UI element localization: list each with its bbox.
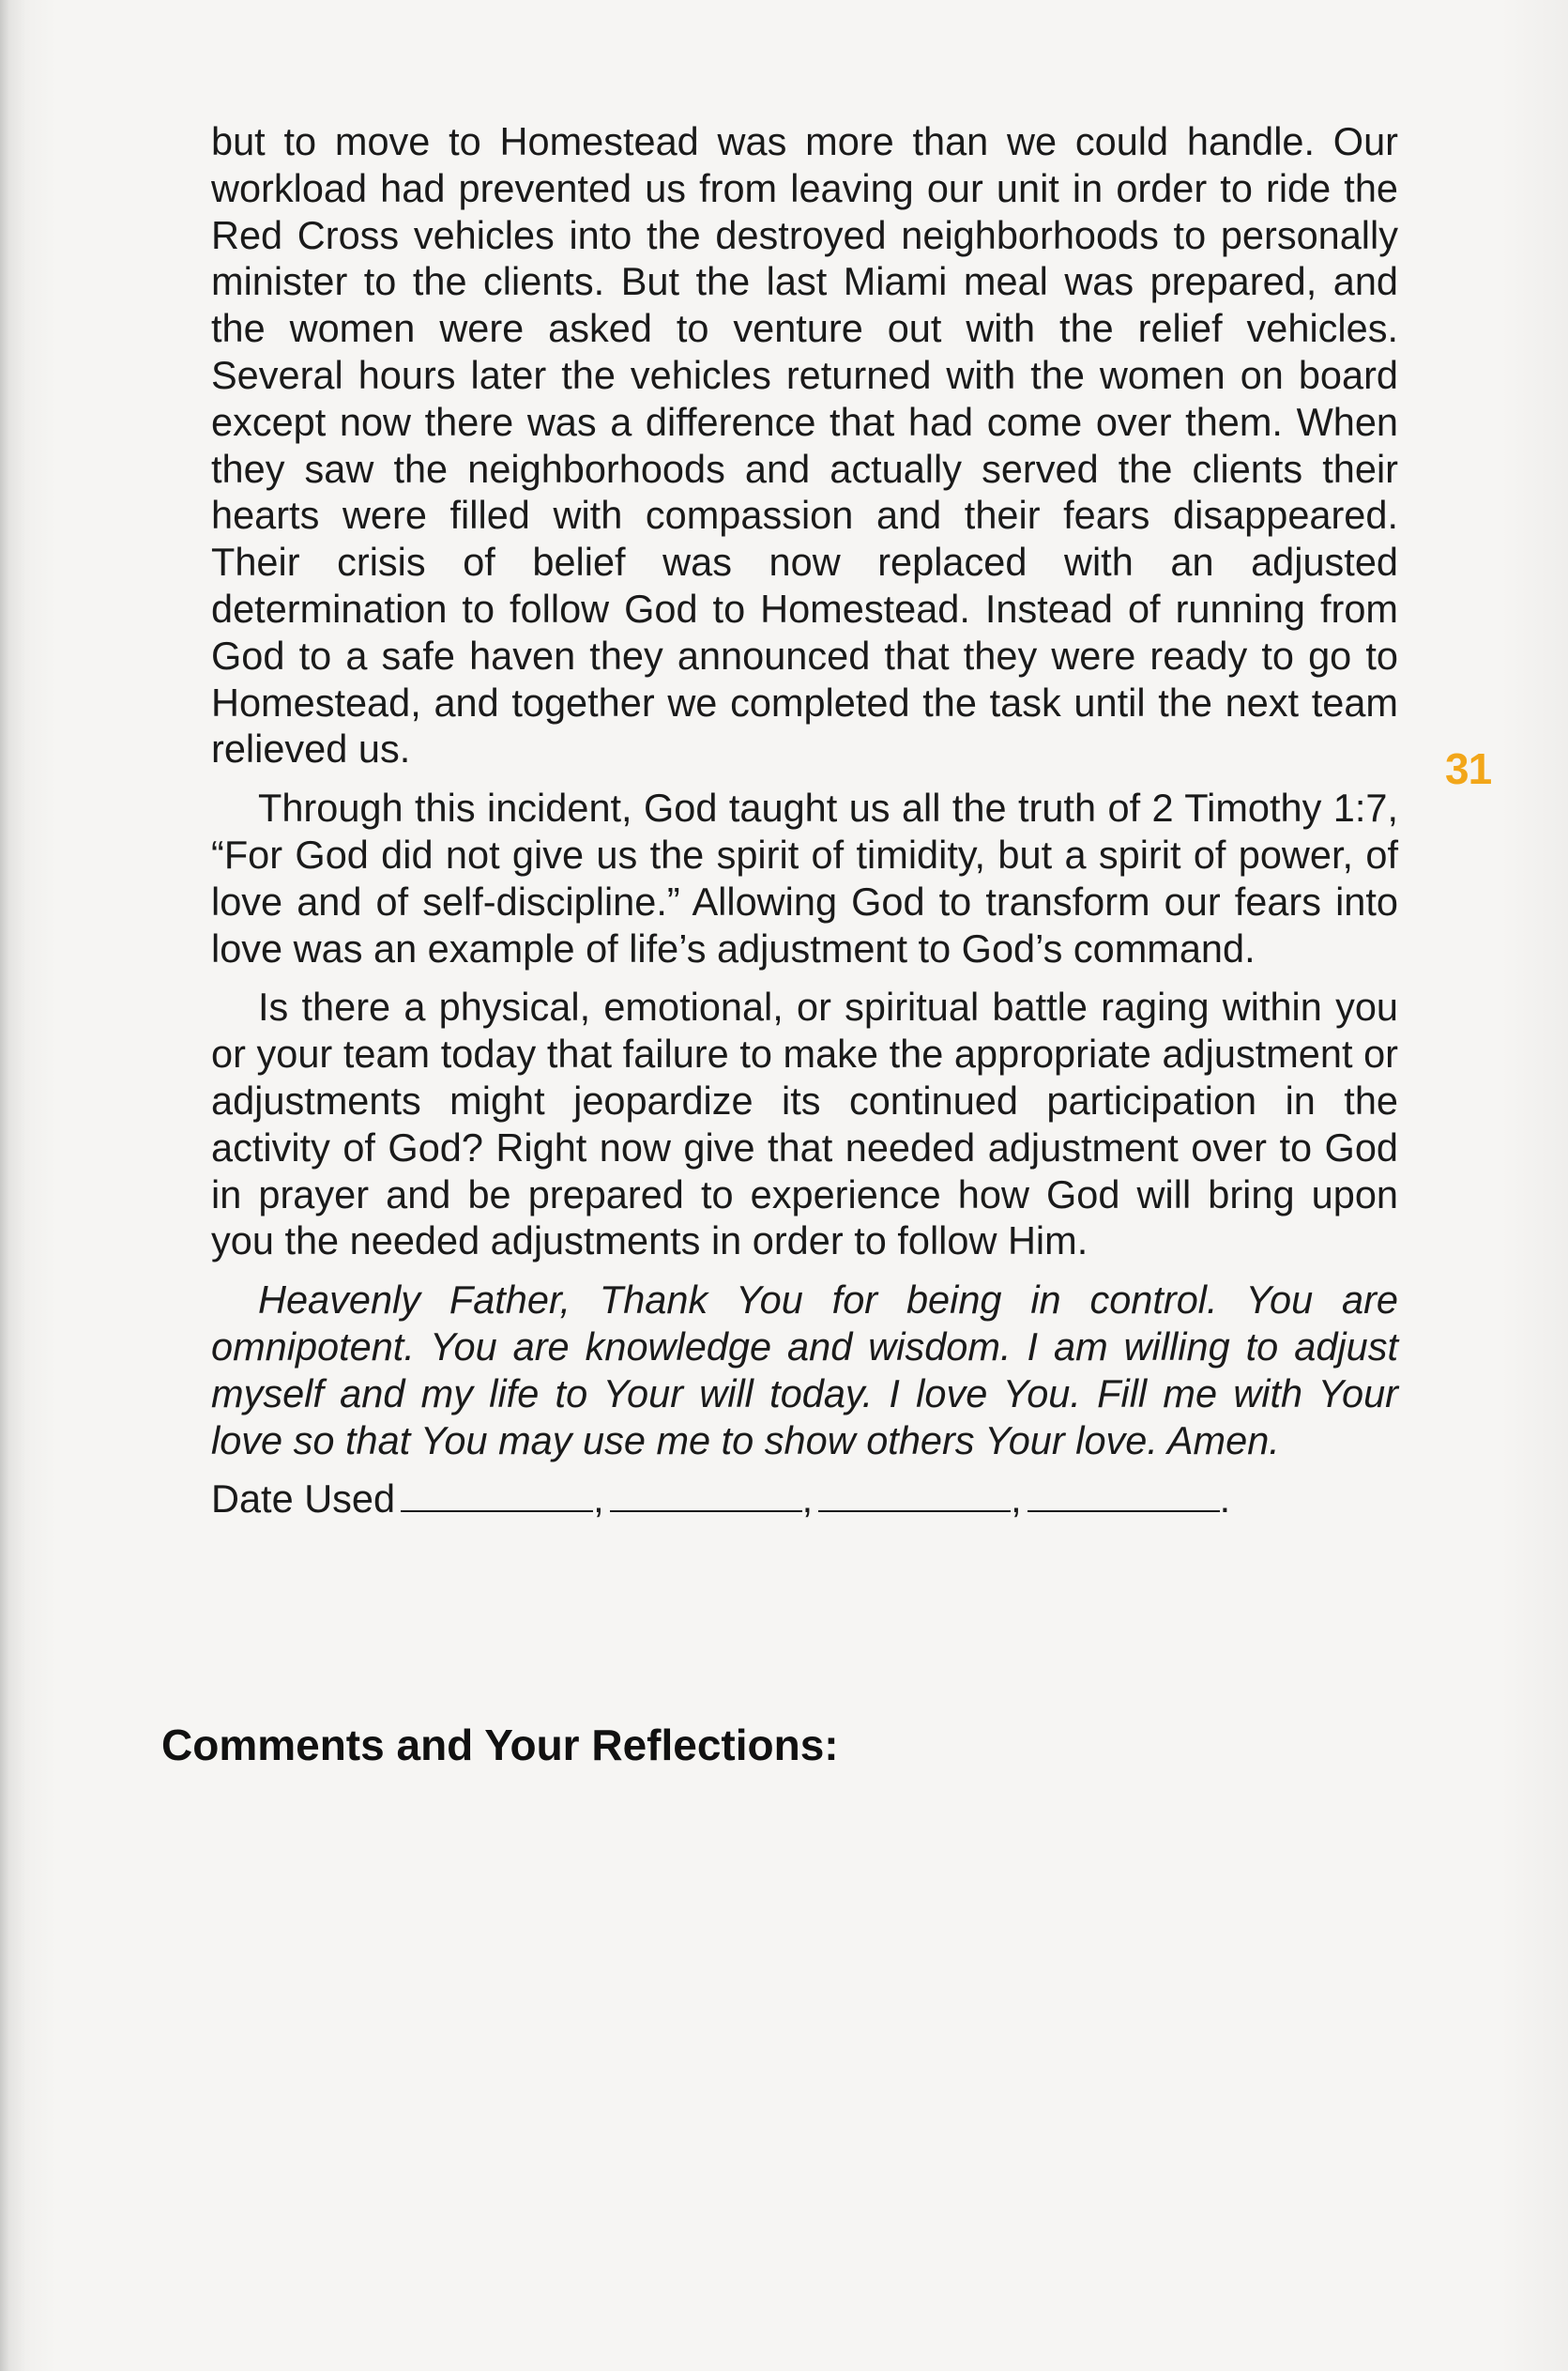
date-blank-1[interactable]: [401, 1478, 593, 1512]
paragraph-question: Is there a physical, emotional, or spiritual battle raging within you or your team today that failure to make the appropriate adjustment or adjustments might jeopardize its continued participation in the activity of God? Right now give that needed adjustment over to God in prayer and be prepared to experience how God will bring upon you the needed adjustments in order to follow Him.: [211, 985, 1398, 1263]
reflections-heading: Comments and Your Reflections:: [161, 1721, 839, 1769]
date-separator-3: ,: [1011, 1476, 1022, 1522]
prayer-text: Heavenly Father, Thank You for being in control. You are omnipotent. You are knowledge and wisdom. I am willing to adjust myself and my life to Your will today. I love You. Fill me with Your love so that You may use me to show others Your love. Amen.: [211, 1277, 1398, 1462]
date-separator-1: ,: [593, 1476, 604, 1522]
paragraph-scripture: Through this incident, God taught us all the truth of 2 Timothy 1:7, “For God did not give us the spirit of timidity, but a spirit of power, of love and of self-discipline.” Allowing God to transform our fears into love was an example of life’s adjustment to God’s command.: [211, 786, 1398, 971]
date-used-label: Date Used: [211, 1476, 396, 1522]
date-blank-3[interactable]: [818, 1478, 1011, 1512]
date-used-line: [211, 1476, 1398, 1522]
date-end-period: .: [1219, 1476, 1231, 1522]
date-blank-2[interactable]: [610, 1478, 802, 1512]
date-blank-4[interactable]: [1028, 1478, 1220, 1512]
date-separator-2: ,: [801, 1476, 814, 1522]
paragraph-continuation: but to move to Homestead was more than we could handle. Our workload had prevented us from leaving our unit in order to ride the Red Cross vehicles into the destroyed neighborhoods to personally minister to the clients. But the last Miami meal was prepared, and the women were asked to venture out with the relief vehicles. Several hours later the vehicles returned with the women on board except now there was a difference that had come over them. When they saw the neighborhoods and actually served the clients their hearts were filled with compassion and their fears disappeared. Their crisis of belief was now replaced with an adjusted determination to follow God to Homestead. Instead of running from God to a safe haven they announced that they were ready to go to Homestead, and together we completed the task until the next team relieved us.: [211, 119, 1398, 772]
page-number: 31: [1445, 744, 1492, 793]
body-text: [211, 118, 1398, 1535]
